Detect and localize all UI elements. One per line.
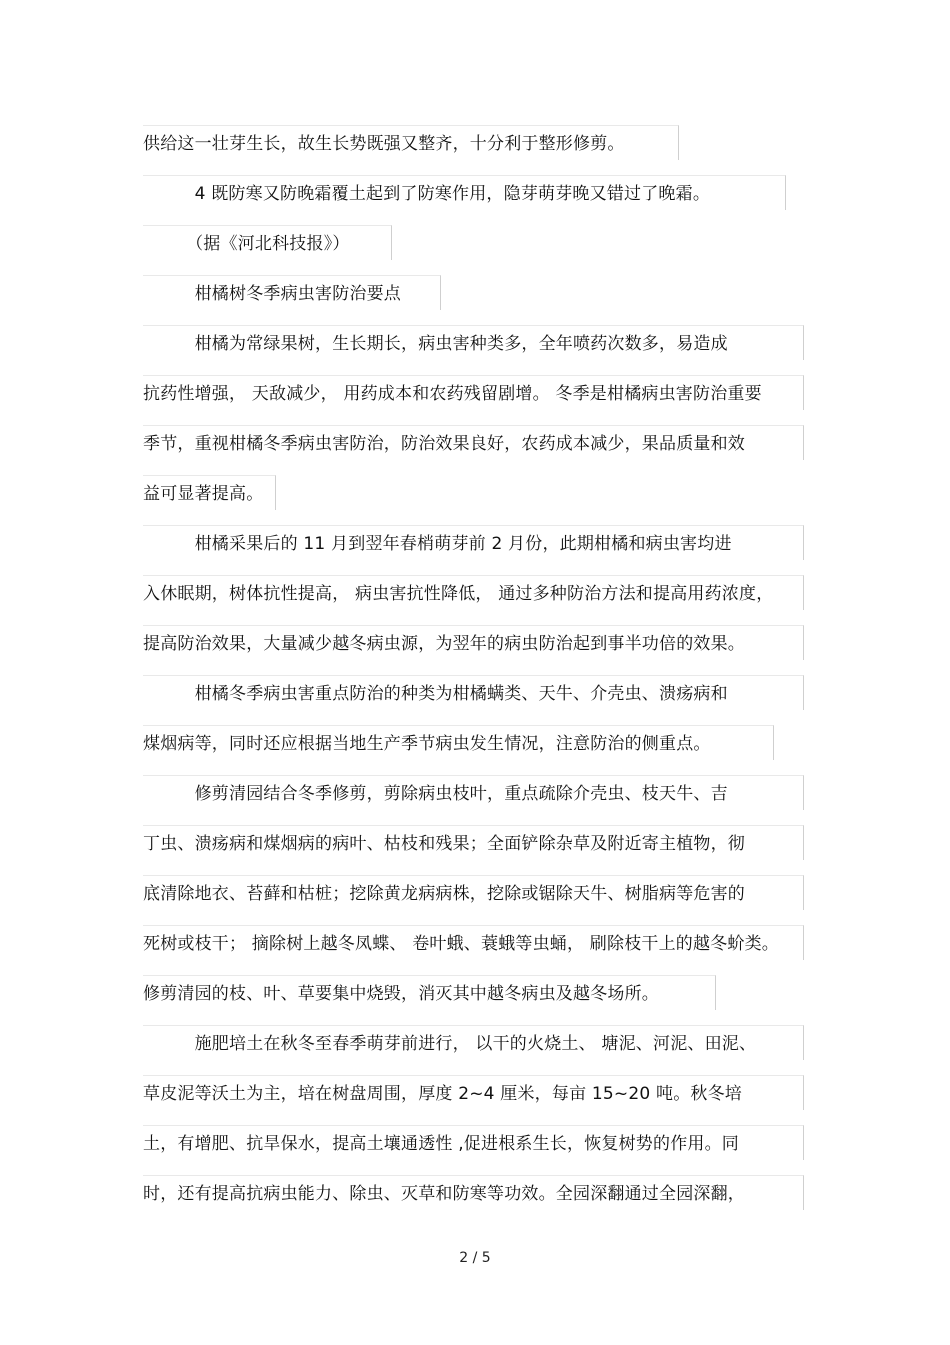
text-line	[143, 1174, 745, 1224]
text-line	[143, 174, 710, 224]
text-line-content: 土，有增肥、抗旱保水，提高土壤通透性 ,促进根系生长，恢复树势的作用。同	[143, 1134, 740, 1154]
text-line	[143, 924, 779, 974]
text-line-content: 柑橘冬季病虫害重点防治的种类为柑橘螨类、天牛、介壳虫、溃疡病和	[143, 684, 728, 704]
text-line	[143, 574, 773, 624]
text-line-content: 4 既防寒又防晚霜覆土起到了防寒作用，隐芽萌芽晚又错过了晚霜。	[143, 184, 711, 204]
text-line	[143, 724, 711, 774]
text-line-content: 丁虫、溃疡病和煤烟病的病叶、枯枝和残果；全面铲除杂草及附近寄主植物，彻	[143, 834, 745, 854]
text-line	[143, 374, 762, 424]
text-line-content: 柑橘采果后的 11 月到翌年春梢萌芽前 2 月份，此期柑橘和病虫害均进	[143, 534, 732, 554]
text-line	[143, 274, 401, 324]
text-line	[143, 324, 728, 374]
text-line-content: 抗药性增强， 天敌减少， 用药成本和农药残留剧增。 冬季是柑橘病虫害防治重要	[143, 384, 762, 404]
text-line-content: 草皮泥等沃土为主，培在树盘周围，厚度 2~4 厘米，每亩 15~20 吨。秋冬培	[143, 1084, 742, 1104]
text-line-content: 修剪清园的枝、叶、草要集中烧毁，消灭其中越冬病虫及越冬场所。	[143, 984, 659, 1004]
text-line-content: 底清除地衣、苔藓和枯桩；挖除黄龙病病株，挖除或锯除天牛、树脂病等危害的	[143, 884, 745, 904]
text-line	[143, 624, 745, 674]
text-line	[143, 1124, 739, 1174]
text-line	[143, 124, 625, 174]
text-line-content: 柑橘树冬季病虫害防治要点	[143, 284, 401, 304]
text-line-content: 提高防治效果，大量减少越冬病虫源，为翌年的病虫防治起到事半功倍的效果。	[143, 634, 745, 654]
text-line-content: 供给这一壮芽生长，故生长势既强又整齐，十分利于整形修剪。	[143, 134, 625, 154]
text-line-content: 煤烟病等，同时还应根据当地生产季节病虫发生情况，注意防治的侧重点。	[143, 734, 711, 754]
text-line	[143, 674, 728, 724]
text-line-content: 施肥培土在秋冬至春季萌芽前进行， 以干的火烧土、 塘泥、河泥、田泥、	[143, 1034, 757, 1054]
text-line	[143, 874, 745, 924]
text-line-content: 益可显著提高。	[143, 484, 264, 504]
text-line-content: 柑橘为常绿果树，生长期长，病虫害种类多，全年喷药次数多，易造成	[143, 334, 728, 354]
page-number: 2 / 5	[459, 1250, 491, 1266]
text-line	[143, 424, 745, 474]
text-line	[143, 1024, 756, 1074]
text-line-content: 修剪清园结合冬季修剪，剪除病虫枝叶，重点疏除介壳虫、枝天牛、吉	[143, 784, 728, 804]
text-line-content: 季节，重视柑橘冬季病虫害防治，防治效果良好，农药成本减少，果品质量和效	[143, 434, 745, 454]
text-line-content: 死树或枝干； 摘除树上越冬凤蝶、 卷叶蛾、蓑蛾等虫蛹， 刷除枝干上的越冬蚧类。	[143, 934, 780, 954]
text-line-content: 时，还有提高抗病虫能力、除虫、灭草和防寒等功效。全园深翻通过全园深翻，	[143, 1184, 745, 1204]
text-line-content: 入休眠期，树体抗性提高， 病虫害抗性降低， 通过多种防治方法和提高用药浓度，	[143, 584, 774, 604]
text-line-content: （据《河北科技报》）	[143, 234, 350, 254]
text-line	[143, 1074, 742, 1124]
text-line	[143, 224, 350, 274]
text-line	[143, 474, 263, 524]
text-line	[143, 524, 732, 574]
text-line	[143, 824, 745, 874]
text-line	[143, 974, 659, 1024]
text-line	[143, 774, 728, 824]
